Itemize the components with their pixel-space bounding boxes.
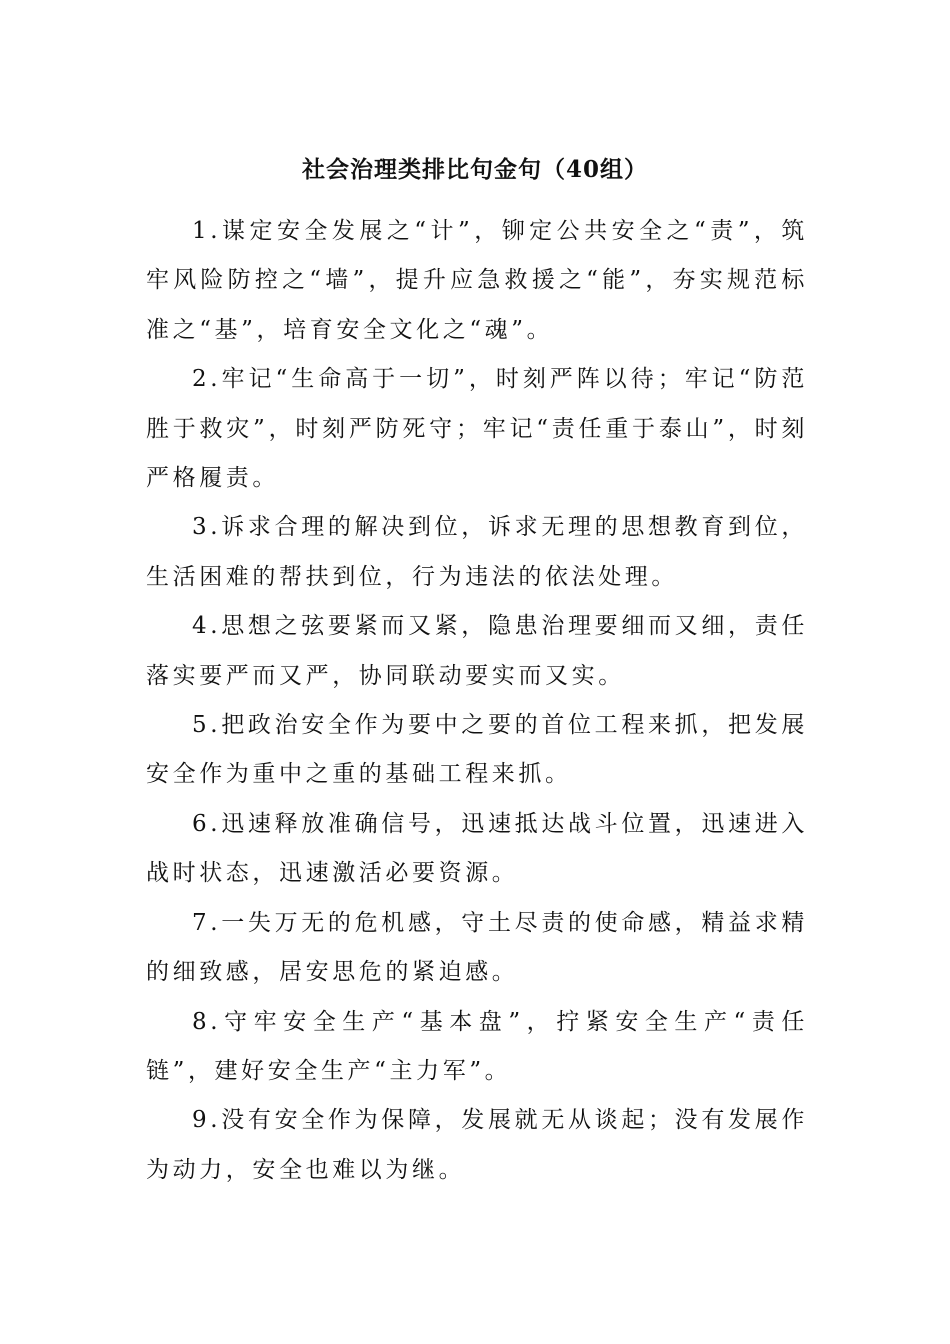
paragraph-7: 7.一失万无的危机感，守土尽责的使命感，精益求精的细致感，居安思危的紧迫感。 [146, 909, 808, 986]
paragraph-8: 8.守牢安全生产“基本盘”，拧紧安全生产“责任链”，建好安全生产“主力军”。 [146, 1008, 808, 1084]
document-body [146, 207, 808, 1195]
page-title: 社会治理类排比句金句（40组） [301, 156, 648, 183]
paragraph-2: 2.牢记“生命高于一切”，时刻严阵以待；牢记“防范胜于救灾”，时刻严防死守；牢记“责任重于泰山”，时刻严格履责。 [146, 366, 808, 492]
paragraph-1: 1.谋定安全发展之“计”，铆定公共安全之“责”，筑牢风险防控之“墙”，提升应急救援之“能”，夯实规范标准之“基”，培育安全文化之“魂”。 [146, 218, 808, 343]
paragraph-3: 3.诉求合理的解决到位，诉求无理的思想教育到位，生活困难的帮扶到位，行为违法的依法处理。 [146, 514, 808, 590]
paragraph-6: 6.迅速释放准确信号，迅速抵达战斗位置，迅速进入战时状态，迅速激活必要资源。 [146, 810, 808, 887]
paragraph-9: 9.没有安全作为保障，发展就无从谈起；没有发展作为动力，安全也难以为继。 [146, 1107, 808, 1183]
paragraph-4: 4.思想之弦要紧而又紧，隐患治理要细而又细，责任落实要严而又严，协同联动要实而又实。 [146, 613, 808, 689]
paragraph-5: 5.把政治安全作为要中之要的首位工程来抓，把发展安全作为重中之重的基础工程来抓。 [146, 712, 808, 788]
